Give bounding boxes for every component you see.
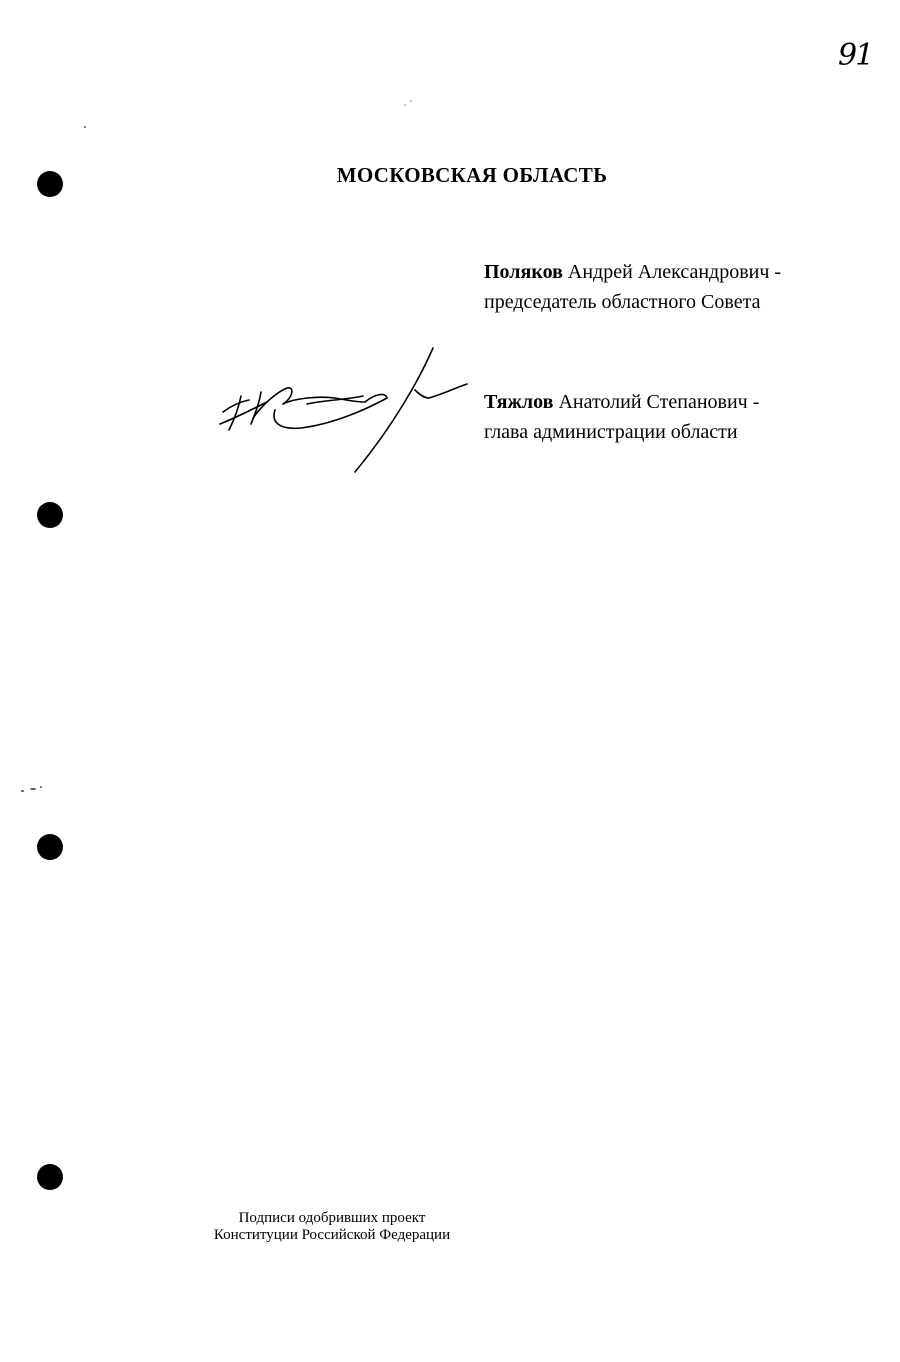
- handwritten-signature: [215, 340, 475, 480]
- punch-hole: [37, 502, 63, 528]
- signatory-polyakov: [484, 257, 781, 317]
- handwritten-page-number: 91: [838, 38, 873, 73]
- footer-note: [192, 1210, 472, 1244]
- signatory-surname: Поляков: [484, 261, 563, 283]
- punch-hole: [37, 1164, 63, 1190]
- footer-line-1: Подписи одобривших проект: [238, 1210, 426, 1226]
- scan-speck: [21, 790, 24, 792]
- scan-speck: [30, 788, 36, 790]
- signatory-given-names: Анатолий Степанович -: [558, 391, 760, 413]
- punch-hole: [37, 834, 63, 860]
- signatory-tyazhlov: [484, 387, 759, 447]
- signatory-name-line: [484, 387, 759, 417]
- signatory-surname: Тяжлов: [484, 391, 554, 413]
- signatory-position: председатель областного Совета: [484, 291, 761, 313]
- signatory-name-line: [484, 257, 781, 287]
- signatory-given-names: Андрей Александрович -: [567, 261, 782, 283]
- scan-speck: [40, 786, 42, 788]
- region-title: МОСКОВСКАЯ ОБЛАСТЬ: [336, 163, 608, 187]
- signatory-position: глава администрации области: [484, 421, 738, 443]
- scan-speck: [410, 100, 412, 102]
- footer-line-2: Конституции Российской Федерации: [213, 1227, 451, 1243]
- scan-speck: [84, 126, 86, 128]
- scan-speck: [404, 104, 406, 106]
